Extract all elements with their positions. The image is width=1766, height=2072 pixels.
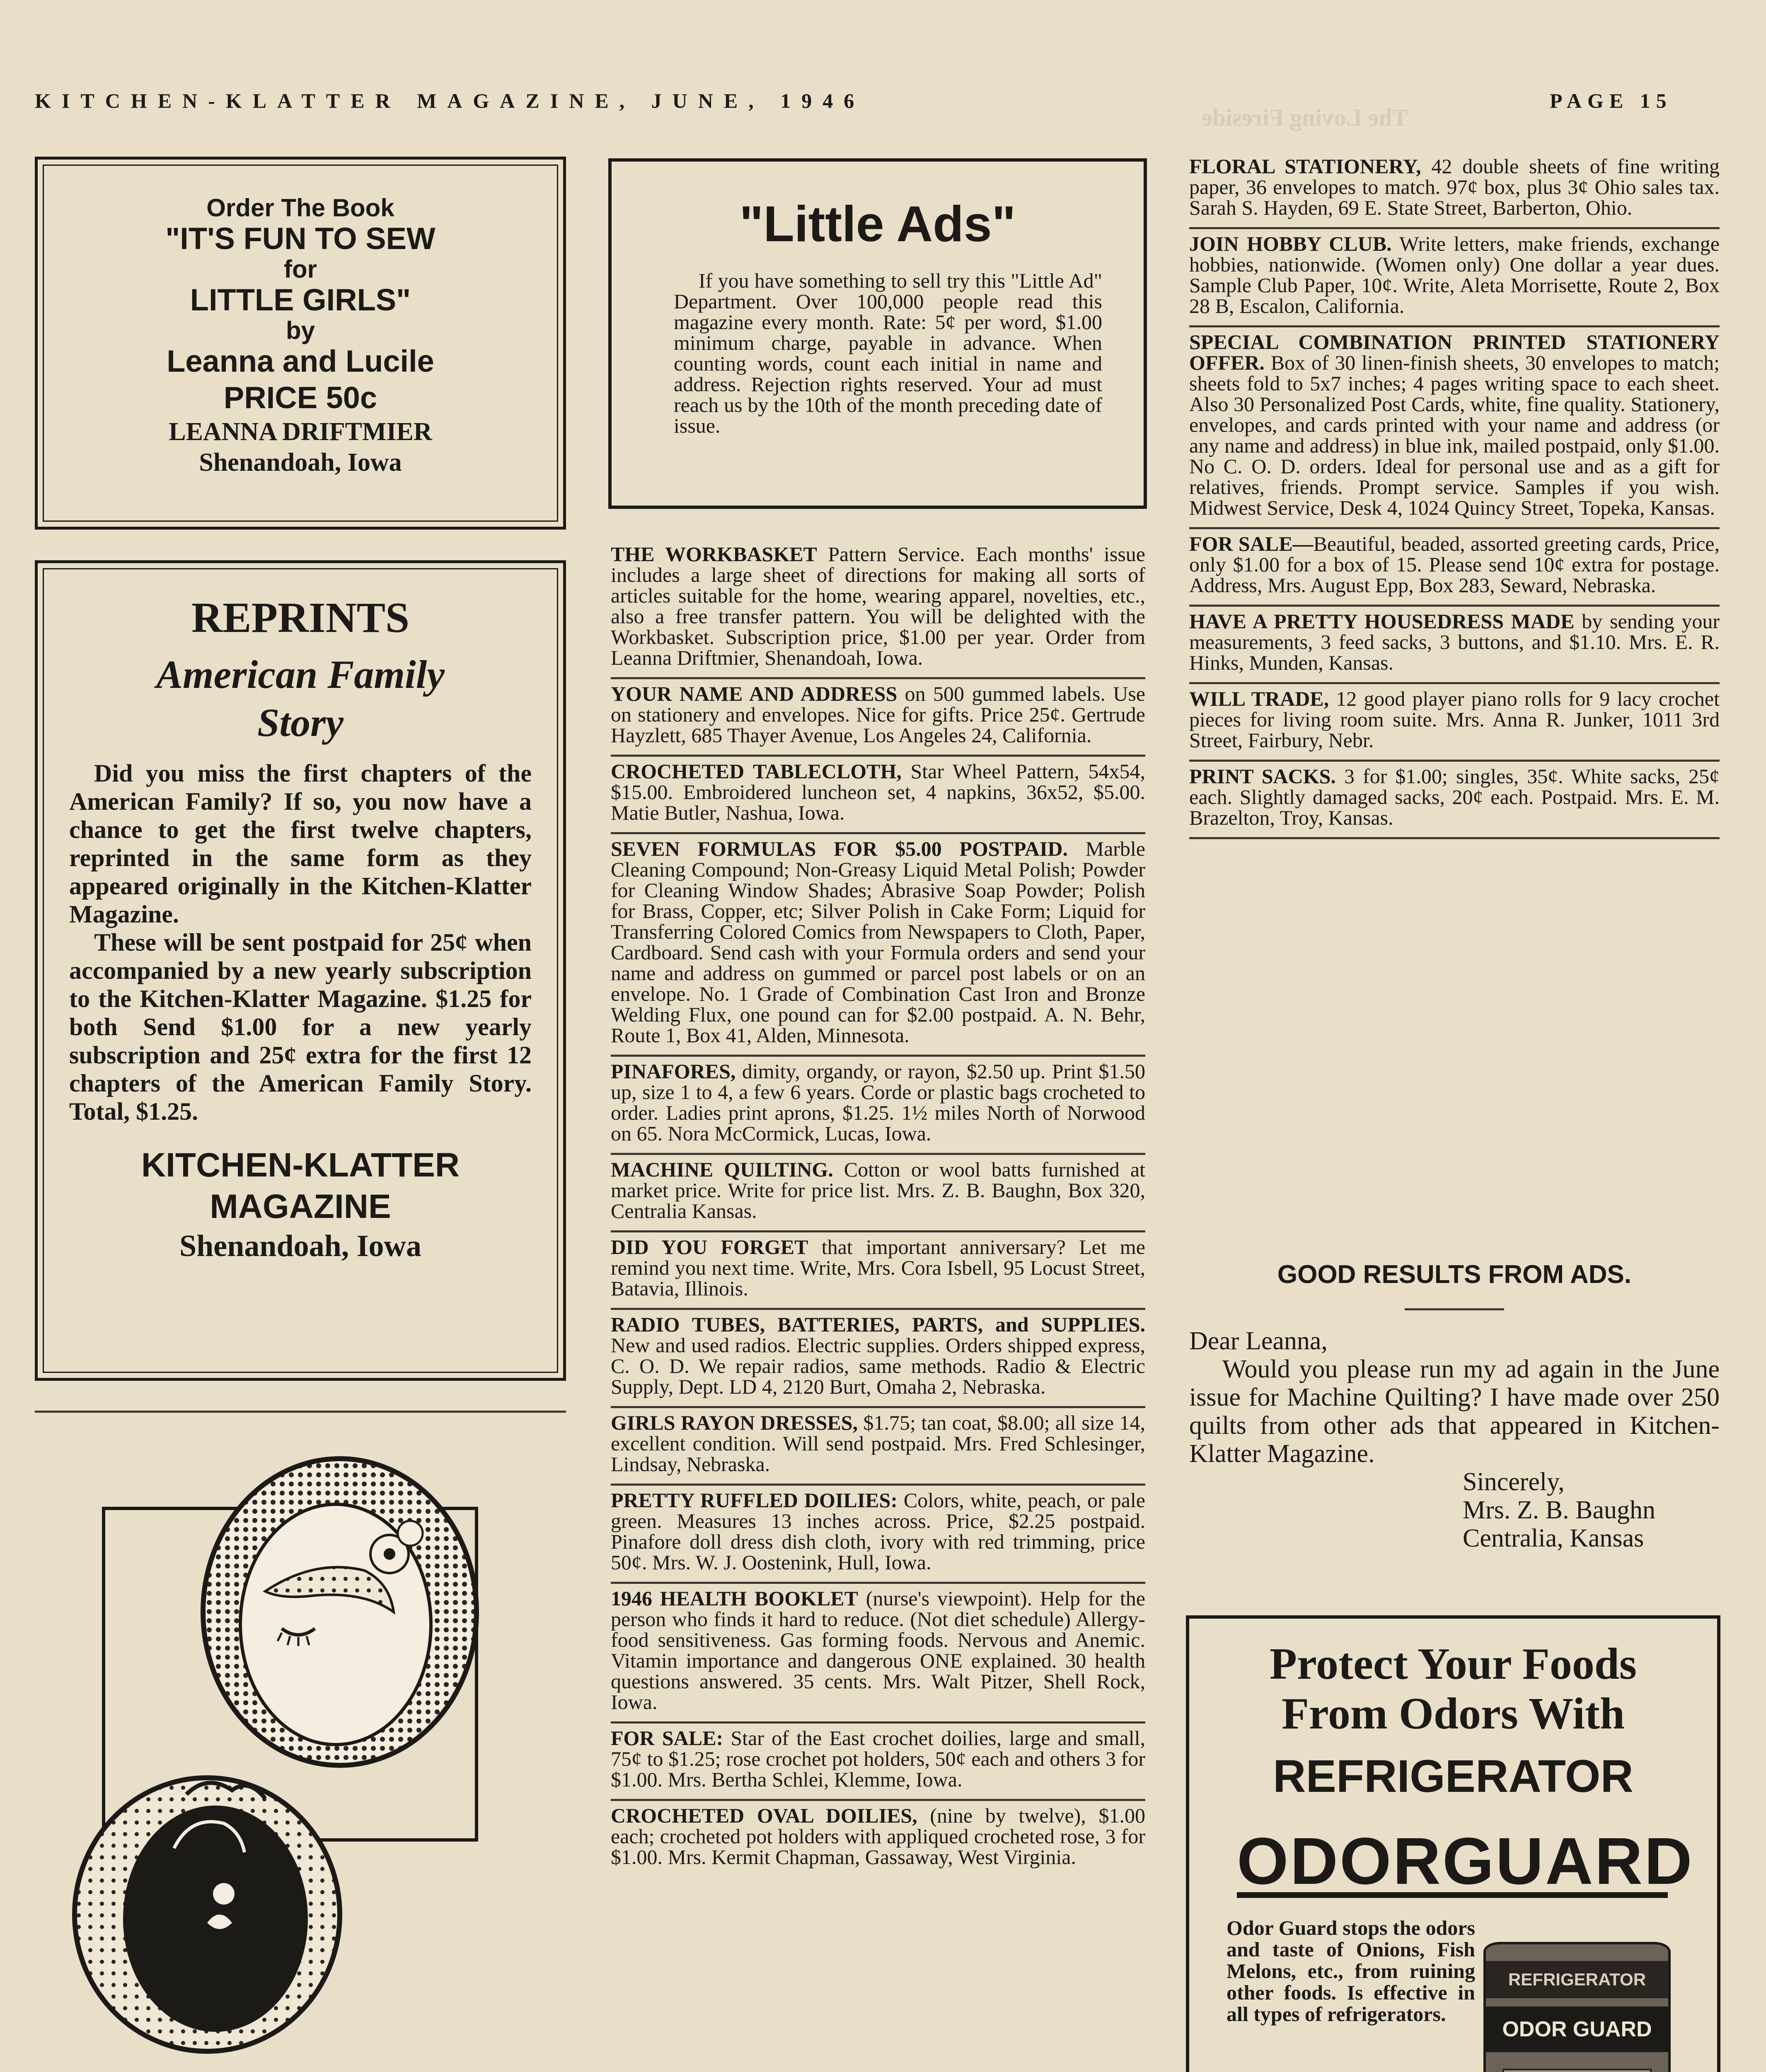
ad-workbasket: THE WORKBASKET Pattern Service. Each months' issue includes a large sheet of directions for making all sorts of articles suitable for the home, wearing apparel, novelties, etc., also a free transfer pattern. You will be delighted with the Workbasket. Subscription price, $1.00 per year. Order from Leanna Driftmier, Shenandoah, Iowa. bbox=[611, 540, 1145, 679]
little-ads-title: "Little Ads" bbox=[739, 196, 1016, 252]
odor-headline-3: REFRIGERATOR bbox=[1273, 1751, 1633, 1802]
classified-ads-right bbox=[1189, 152, 1720, 839]
ad-hobby-club: JOIN HOBBY CLUB. Write letters, make friends, exchange hobbies, nationwide. (Women only) One dollar a year dues. Sample Club Paper, 10¢. Write, Aleta Morrisette, Route 2, Box 28 B, Escalon, California. bbox=[1189, 229, 1720, 327]
reprints-subtitle-2: Story bbox=[257, 700, 344, 745]
ad-will-trade: WILL TRADE, 12 good player piano rolls for 9 lacy crochet pieces for living room suite. Mrs. Anna R. Junker, 1011 3rd Street, Fairbury, Nebr. bbox=[1189, 684, 1720, 762]
letter-greeting: Dear Leanna, bbox=[1189, 1327, 1328, 1355]
ad-tablecloth: CROCHETED TABLECLOTH, Star Wheel Pattern, 54x54, $15.00. Embroidered luncheon set, 4 napkins, 36x52, $5.00. Matie Butler, Nashua, Iowa. bbox=[611, 757, 1145, 834]
letter-signature: Mrs. Z. B. Baughn bbox=[1463, 1496, 1655, 1524]
ad-combination-stationery: SPECIAL COMBINATION PRINTED STATIONERY OFFER. Box of 30 linen-finish sheets, 30 envelopes to match; sheets fold to 5x7 inches; 4 pages writing space to each sheet. Also 30 Personalized Post Cards, white, fine quality. Stationery, envelopes, and cards printed with your name and address (or any name and address) in blue ink, mailed postpaid, only $1.00. No C. O. D. orders. Ideal for personal use and as a gift for relatives, friends. Prompt service. Samples if you wish. Midwest Service, Desk 4, 1024 Quincy Street, Topeka, Kansas. bbox=[1189, 327, 1720, 529]
sew-book-ad bbox=[35, 157, 566, 530]
sew-place: Shenandoah, Iowa bbox=[199, 448, 402, 477]
odor-headline-2: From Odors With bbox=[1281, 1689, 1625, 1738]
ad-did-you-forget: DID YOU FORGET that important anniversary? Let me remind you next time. Write, Mrs. Cora Isbell, 95 Locust Street, Batavia, Illinois. bbox=[611, 1232, 1145, 1310]
left-column-divider bbox=[35, 1411, 566, 1413]
ad-machine-quilting: MACHINE QUILTING. Cotton or wool batts furnished at market price. Write for price list. Mrs. Z. B. Baughn, Box 320, Centralia Kansas. bbox=[611, 1155, 1145, 1232]
odor-guard-brand: ODORGUARD bbox=[1237, 1824, 1694, 1898]
ad-ruffled-doilies: PRETTY RUFFLED DOILIES: Colors, white, peach, or pale green. Measures 13 inches across. Price, $2.25 postpaid. Pinafore doll dress dish cloth, ivory with red trimming, price 50¢. Mrs. W. J. Oostenink, Hull, Iowa. bbox=[611, 1486, 1145, 1584]
sew-line-for: for bbox=[284, 255, 317, 283]
reprints-publisher-2: MAGAZINE bbox=[210, 1188, 391, 1225]
reprints-paragraph-2: These will be sent postpaid for 25¢ when accompanied by a new yearly subscription to the Kitchen-Klatter Magazine. $1.25 for both Send $1.00 for a new yearly subscription and 25¢ extra for the first 12 chapters of the American Family Story. Total, $1.25. bbox=[69, 929, 532, 1125]
reprints-ad bbox=[35, 560, 566, 1381]
ad-pinafores: PINAFORES, dimity, organdy, or rayon, $2.50 up. Print $1.50 up, size 1 to 4, a few 6 years. Corde or plastic bags crocheted to order. Ladies print aprons, $1.25. 1½ miles North of Norwood on 65. Nora McCormick, Lucas, Iowa. bbox=[611, 1057, 1145, 1155]
can-label-brand: ODOR GUARD bbox=[1486, 2007, 1668, 2052]
panholder-illustration bbox=[50, 1434, 547, 2072]
ad-floral-stationery: FLORAL STATIONERY, 42 double sheets of fine writing paper, 36 envelopes to match. 97¢ box, plus 3¢ Ohio sales tax. Sarah S. Hayden, 69 E. State Street, Barberton, Ohio. bbox=[1189, 152, 1720, 229]
odor-description: Odor Guard stops the odors and taste of Onions, Fish Melons, etc., from ruining other foods. Is effective in all types of refrigerators. bbox=[1227, 1916, 1475, 2026]
can-label-top: REFRIGERATOR bbox=[1486, 1961, 1668, 1998]
little-ads-intro: If you have something to sell try this "Little Ad" Department. Over 100,000 people read this magazine every month. Rate: 5¢ per word, $1.00 minimum charge, payable in advance. When counting words, count each initial in name and address. Rejection rights reserved. Your ad must reach us by the 10th of the month preceding date of issue. bbox=[674, 269, 1102, 437]
ad-print-sacks: PRINT SACKS. 3 for $1.00; singles, 35¢. White sacks, 25¢ each. Slightly damaged sacks, 20¢ each. Postpaid. Mrs. E. M. Brazelton, Troy, Kansas. bbox=[1189, 762, 1720, 839]
reprints-paragraph-1: Did you miss the first chapters of the American Family? If so, you now have a chance to get the first twelve chapters, reprinted in the same form as they appeared originally in the Kitchen-Klatter Magazine. bbox=[69, 760, 532, 928]
sew-line-1: Order The Book bbox=[206, 194, 394, 222]
odor-headline-1: Protect Your Foods bbox=[1270, 1639, 1637, 1689]
bleed-through-text: The Loving Fireside bbox=[1202, 104, 1408, 131]
ad-star-doilies: FOR SALE: Star of the East crochet doilies, large and small, 75¢ to $1.25; rose crochet pot holders, 50¢ each and others 3 for $1.00. Mrs. Bertha Schlei, Klemme, Iowa. bbox=[611, 1723, 1145, 1801]
letter-place: Centralia, Kansas bbox=[1463, 1524, 1644, 1552]
sew-book-title-2: LITTLE GIRLS" bbox=[190, 283, 411, 317]
reprints-heading: REPRINTS bbox=[191, 594, 409, 641]
sew-book-title-1: "IT'S FUN TO SEW bbox=[165, 221, 435, 256]
reprints-publisher-place: Shenandoah, Iowa bbox=[179, 1229, 421, 1263]
running-title: KITCHEN-KLATTER MAGAZINE, JUNE, 1946 bbox=[35, 89, 865, 112]
sew-authors: Leanna and Lucile bbox=[167, 344, 434, 378]
sew-price: PRICE 50c bbox=[223, 380, 377, 415]
letter-body: Would you please run my ad again in the June issue for Machine Quilting? I have made over 250 quilts from other ads that appeared in Kitchen-Klatter Magazine. bbox=[1189, 1355, 1720, 1468]
sew-line-by: by bbox=[285, 317, 315, 344]
letter-closing: Sincerely, bbox=[1463, 1468, 1565, 1496]
ad-seven-formulas: SEVEN FORMULAS FOR $5.00 POSTPAID. Marble Cleaning Compound; Non-Greasy Liquid Metal Polish; Powder for Cleaning Window Shades; Abrasive Soap Powder; Polish for Brass, Copper, etc; Silver Polish in Cake Form; Liquid for Transferring Colored Comics from Newspapers to Cloth, Paper, Cardboard. Send cash with your Formula orders and send your name and address on gummed or parcel post labels or on an envelope. No. 1 Grade of Combination Cast Iron and Bronze Welding Flux, one pound can for $2.00 postpaid. A. N. Behr, Route 1, Box 41, Alden, Minnesota. bbox=[611, 834, 1145, 1057]
ad-health-booklet: 1946 HEALTH BOOKLET (nurse's viewpoint). Help for the person who finds it hard to reduce. (Not diet schedule) Allergy-food sensitiveness. Gas forming foods. Nervous and Anemic. Vitamin importance and dangerous ONE explained. 30 health questions answered. 35 cents. Mrs. Walt Pitzer, Shell Rock, Iowa. bbox=[611, 1584, 1145, 1723]
page-number: PAGE 15 bbox=[1550, 89, 1672, 112]
ad-rayon-dresses: GIRLS RAYON DRESSES, $1.75; tan coat, $8.00; all size 14, excellent condition. Will send postpaid. Mrs. Fred Schlesinger, Lindsay, Nebraska. bbox=[611, 1408, 1145, 1486]
ad-housedress: HAVE A PRETTY HOUSEDRESS MADE by sending your measurements, 3 feed sacks, 3 buttons, and $1.10. Mrs. E. R. Hinks, Munden, Kansas. bbox=[1189, 607, 1720, 684]
letter-heading: GOOD RESULTS FROM ADS. bbox=[1277, 1260, 1632, 1289]
good-results-letter bbox=[1189, 1260, 1720, 1552]
can-picture bbox=[1502, 2069, 1652, 2072]
ad-oval-doilies: CROCHETED OVAL DOILIES, (nine by twelve), $1.00 each; crocheted pot holders with appliqued crocheted rose, 3 for $1.00. Mrs. Kermit Chapman, Gassaway, West Virginia. bbox=[611, 1804, 1145, 1869]
little-ads-box bbox=[608, 158, 1147, 509]
sew-publisher: LEANNA DRIFTMIER bbox=[169, 418, 432, 446]
odor-guard-can bbox=[1483, 1942, 1671, 2072]
ad-radio-tubes: RADIO TUBES, BATTERIES, PARTS, and SUPPLIES. New and used radios. Electric supplies. Orders shipped express, C. O. D. We repair radios, same methods. Radio & Electric Supply, Dept. LD 4, 2120 Burt, Omaha 2, Nebraska. bbox=[611, 1310, 1145, 1408]
reprints-publisher-1: KITCHEN-KLATTER bbox=[141, 1146, 460, 1184]
classified-ads-middle bbox=[611, 540, 1145, 1876]
ad-name-address: YOUR NAME AND ADDRESS on 500 gummed labels. Use on stationery and envelopes. Nice for gifts. Price 25¢. Gertrude Hayzlett, 685 Thayer Avenue, Los Angeles 24, California. bbox=[611, 679, 1145, 757]
ad-greeting-cards: FOR SALE—Beautiful, beaded, assorted greeting cards, Price, only $1.00 for a box of 15. Please send 10¢ extra for postage. Address, Mrs. August Epp, Box 283, Seward, Nebraska. bbox=[1189, 529, 1720, 607]
reprints-subtitle-1: American Family bbox=[156, 652, 445, 697]
odor-guard-ad bbox=[1186, 1615, 1720, 2072]
letter-heading-rule bbox=[1405, 1308, 1504, 1310]
